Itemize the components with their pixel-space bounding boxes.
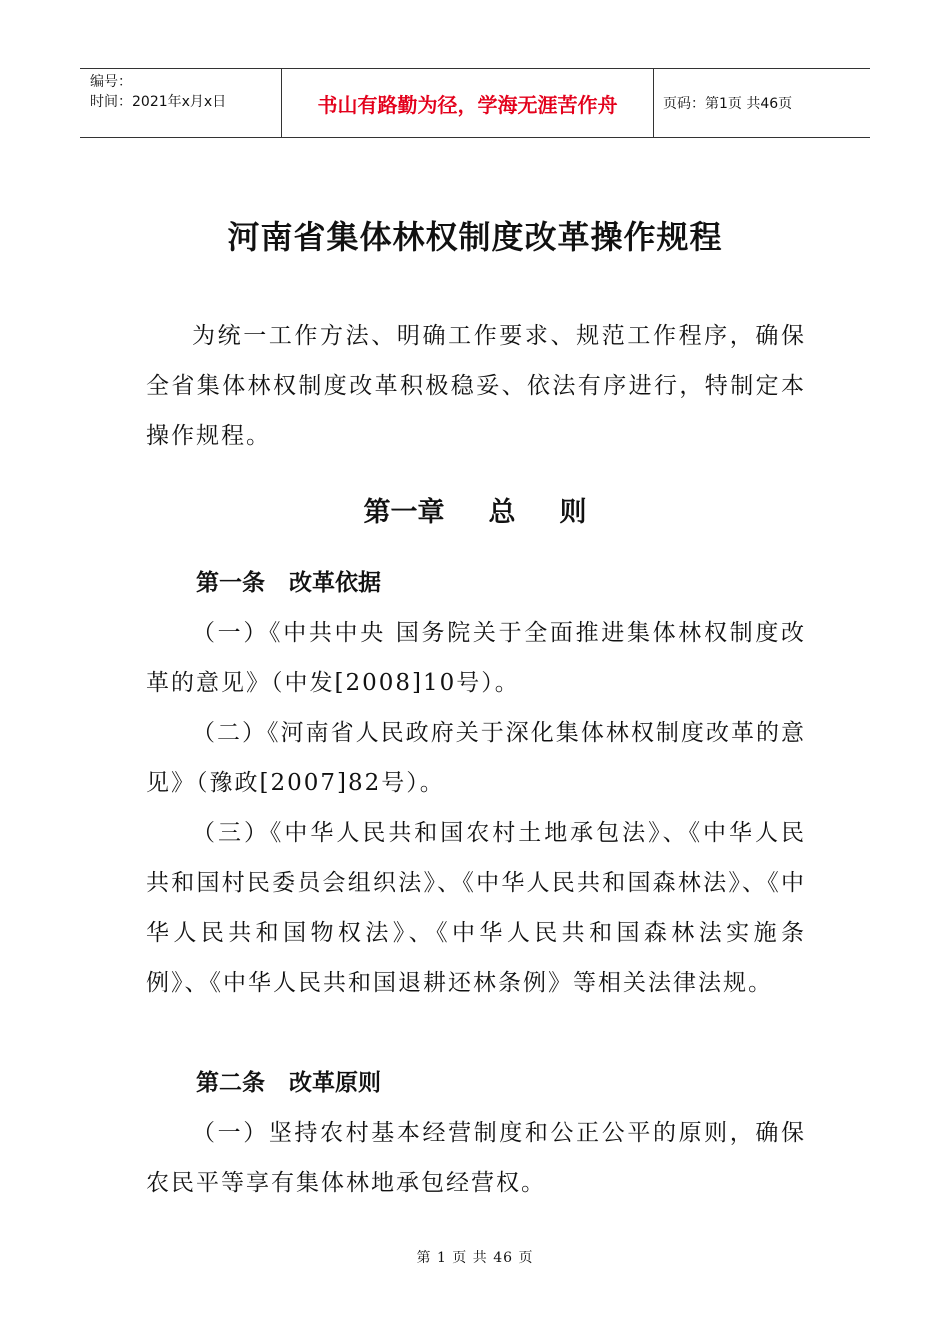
- article-2: [146, 1058, 806, 1208]
- intro-paragraph: 为统一工作方法、明确工作要求、规范工作程序，确保全省集体林权制度改革积极稳妥、依法有序进行，特制定本操作规程。: [146, 323, 806, 449]
- article-1: [146, 558, 806, 1008]
- article-2-item-1: （一）坚持农村基本经营制度和公正公平的原则，确保农民平等享有集体林地承包经营权。: [146, 1120, 806, 1196]
- document-title: 河南省集体林权制度改革操作规程: [227, 218, 723, 256]
- page-footer: 第 1 页 共 46 页: [416, 1250, 534, 1266]
- article-2-title: 改革原则: [289, 1070, 381, 1096]
- header-page-code: 页码：第1页 共46页: [663, 96, 793, 112]
- chapter-title-char-1: 总: [488, 497, 516, 528]
- intro-section: [146, 311, 806, 461]
- time-label: 时间：2021年x月x日: [90, 94, 227, 110]
- page-header: [80, 68, 870, 138]
- article-2-heading: [146, 1058, 806, 1108]
- header-motto: 书山有路勤为径，学海无涯苦作舟: [317, 92, 618, 117]
- article-1-item-2: （二）《河南省人民政府关于深化集体林权制度改革的意见》（豫政[2007]82号）。: [146, 720, 806, 796]
- header-motto-cell: [281, 69, 654, 137]
- serial-label: 编号：: [90, 74, 132, 90]
- chapter-title-char-2: 则: [559, 497, 587, 528]
- article-1-heading: [146, 558, 806, 608]
- article-1-item-1: （一）《中共中央 国务院关于全面推进集体林权制度改革的意见》（中发[2008]10号）。: [146, 620, 806, 696]
- header-meta: [80, 69, 281, 137]
- article-1-item-3: （三）《中华人民共和国农村土地承包法》、《中华人民共和国村民委员会组织法》、《中华人民共和国森林法》、《中华人民共和国物权法》、《中华人民共和国森林法实施条例》、《中华人民共和国退耕还林条例》等相关法律法规。: [146, 820, 806, 996]
- article-1-number: 第一条: [196, 570, 265, 596]
- article-2-number: 第二条: [196, 1070, 265, 1096]
- article-1-title: 改革依据: [289, 570, 381, 596]
- chapter-heading: [0, 490, 950, 529]
- chapter-number: 第一章: [363, 497, 445, 528]
